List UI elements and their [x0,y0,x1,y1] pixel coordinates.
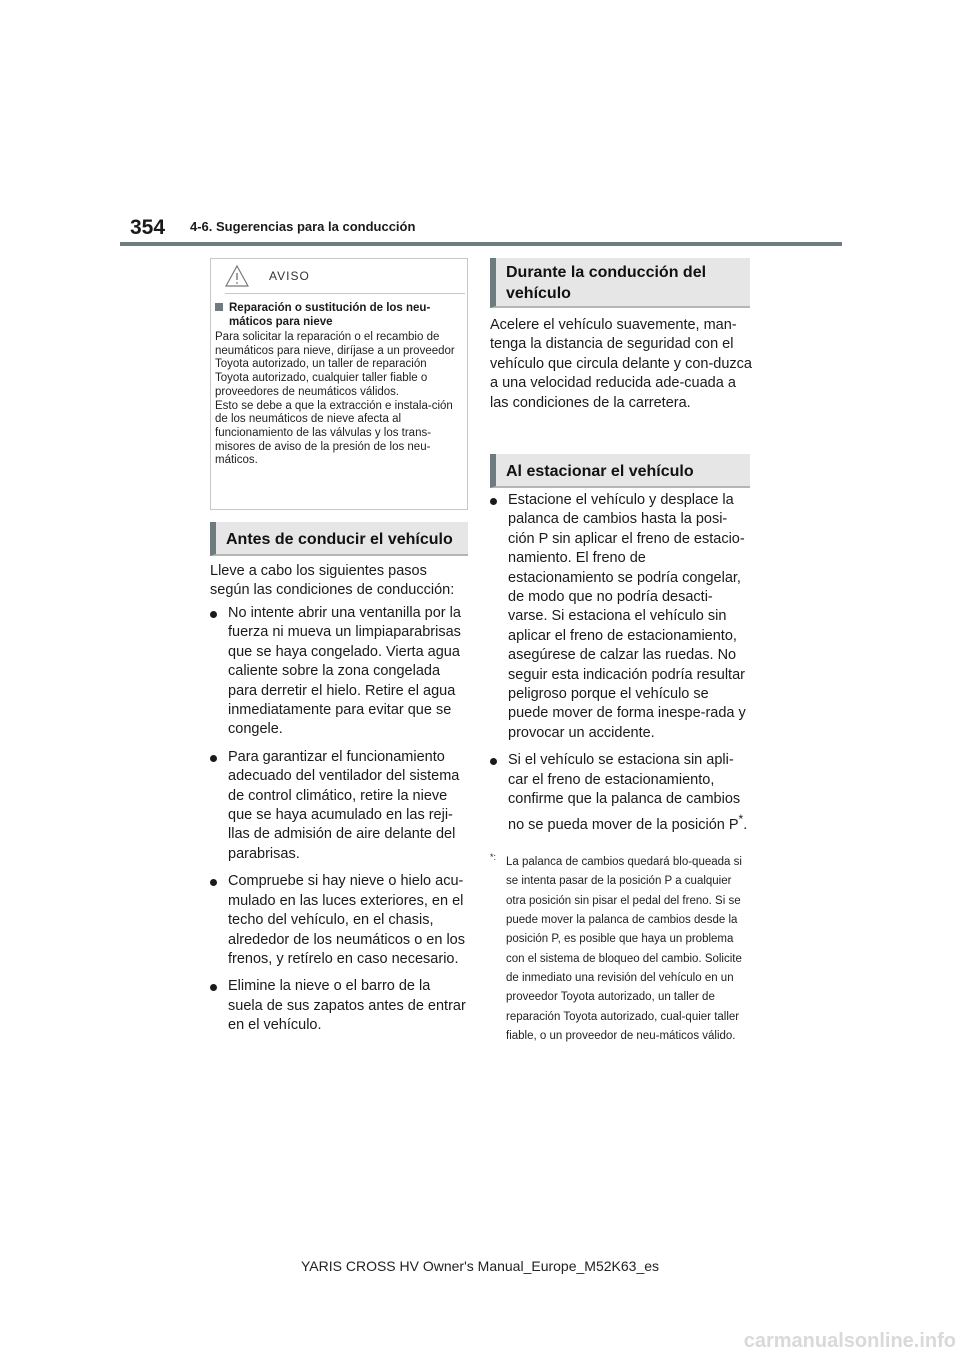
warning-header [225,263,465,294]
while-driving-text [490,316,752,413]
list-item-text: Si el vehículo se estaciona sin apli-car el freno de estacionamiento, confirme que la palanca de cambios no se pueda mover de la posición P [508,752,741,833]
warning-box [210,258,468,510]
list-item-text: Elimine la nieve o el barro de la suela de sus zapatos antes de entrar en el vehículo. [228,978,466,1034]
bullet-dot-icon [490,498,497,505]
footnote [490,848,752,1046]
warning-label: AVISO [269,269,310,283]
bullet-dot-icon [210,755,217,762]
list-item [490,491,752,743]
heading-while-driving: Durante la conducción del vehículo [490,258,750,308]
section-title: 4-6. Sugerencias para la conducción [190,219,416,234]
header-rule [120,242,842,246]
page-number: 354 [130,216,166,239]
heading-parking: Al estacionar el vehículo [490,454,750,488]
list-item-text: No intente abrir una ventanilla por la fuerza ni mueva un limpiaparabrisas que se haya congelado. Vierta agua caliente sobre la zona congelada para derretir el hielo. Retire el agua inmediatamente para evitar que se congele. [228,605,461,738]
footnote-ref: * [738,811,744,826]
warning-triangle-icon [225,265,249,287]
bullet-dot-icon [210,879,217,886]
warning-subheading-text: Reparación o sustitución de los neu-máticos para nieve [229,302,431,328]
bullet-dot-icon [210,984,217,991]
list-item-text: Compruebe si hay nieve o hielo acu-mulado en las luces exteriores, en el techo del vehículo, en el chasis, alrededor de los neumáticos o en los frenos, y retírelo en caso necesario. [228,873,465,967]
before-driving-intro [210,562,468,601]
warning-paragraph: Para solicitar la reparación o el recambio de neumáticos para nieve, diríjase a un proveedor Toyota autorizado, un taller de reparación Toyota autorizado, cualquier taller fiable o proveedores de neumáticos válidos. [215,331,455,398]
bullet-dot-icon [210,611,217,618]
list-item-text: Estacione el vehículo y desplace la palanca de cambios hasta la posi-ción P sin aplicar el freno de estacio-namiento. El freno de estacionamiento se podría congelar, de modo que no podría desacti-varse. Si estaciona el vehículo sin aplicar el freno de estacionamiento, asegúrese de calzar las ruedas. No seguir esta indicación podría resultar peligroso porque el vehículo se puede mover de forma inespe-rada y provocar un accidente. [508,492,746,741]
list-item [210,872,468,969]
footnote-text: La palanca de cambios quedará blo-queada si se intenta pasar de la posición P a cualquier otra posición sin pisar el pedal del freno. Si se puede mover la palanca de cambios desde la posición P, es posible que haya un problema con el sistema de bloqueo del cambio. Solicite de inmediato una revisión del vehículo en un proveedor Toyota autorizado, un taller de reparación Toyota autorizado, cual-quier taller fiable, o un proveedor de neu-máticos válido. [506,856,742,1042]
watermark: carmanualsonline.info [743,1330,956,1352]
parking-list [490,491,752,843]
list-item [210,604,468,740]
bullet-dot-icon [490,758,497,765]
driving-paragraph: Acelere el vehículo suavemente, man-tenga la distancia de seguridad con el vehículo que circula delante y con-duzca a una velocidad reducida ade-cuada a las condiciones de la carretera. [490,317,752,411]
list-item-text: Para garantizar el funcionamiento adecuado del ventilador del sistema de control climático, retire la nieve que se haya acumulado en las reji-llas de admisión de aire delante del parabrisas. [228,748,460,862]
intro-text: Lleve a cabo los siguientes pasos según las condiciones de conducción: [210,563,455,599]
footer-text: YARIS CROSS HV Owner's Manual_Europe_M52K63_es [300,1258,660,1274]
heading-before-driving: Antes de conducir el vehículo [210,522,468,556]
period: . [743,816,748,833]
square-bullet-icon [215,303,223,311]
before-driving-list [210,604,468,1044]
footnote-marker: *: [490,852,497,862]
list-item [210,748,468,864]
warning-paragraph: Esto se debe a que la extracción e instala-ción de los neumáticos de nieve afecta al funcionamiento de las válvulas y los trans-misores de aviso de la presión de los neu-máticos. [215,399,453,467]
warning-body [215,331,461,468]
list-item [210,977,468,1035]
list-item [490,751,752,834]
